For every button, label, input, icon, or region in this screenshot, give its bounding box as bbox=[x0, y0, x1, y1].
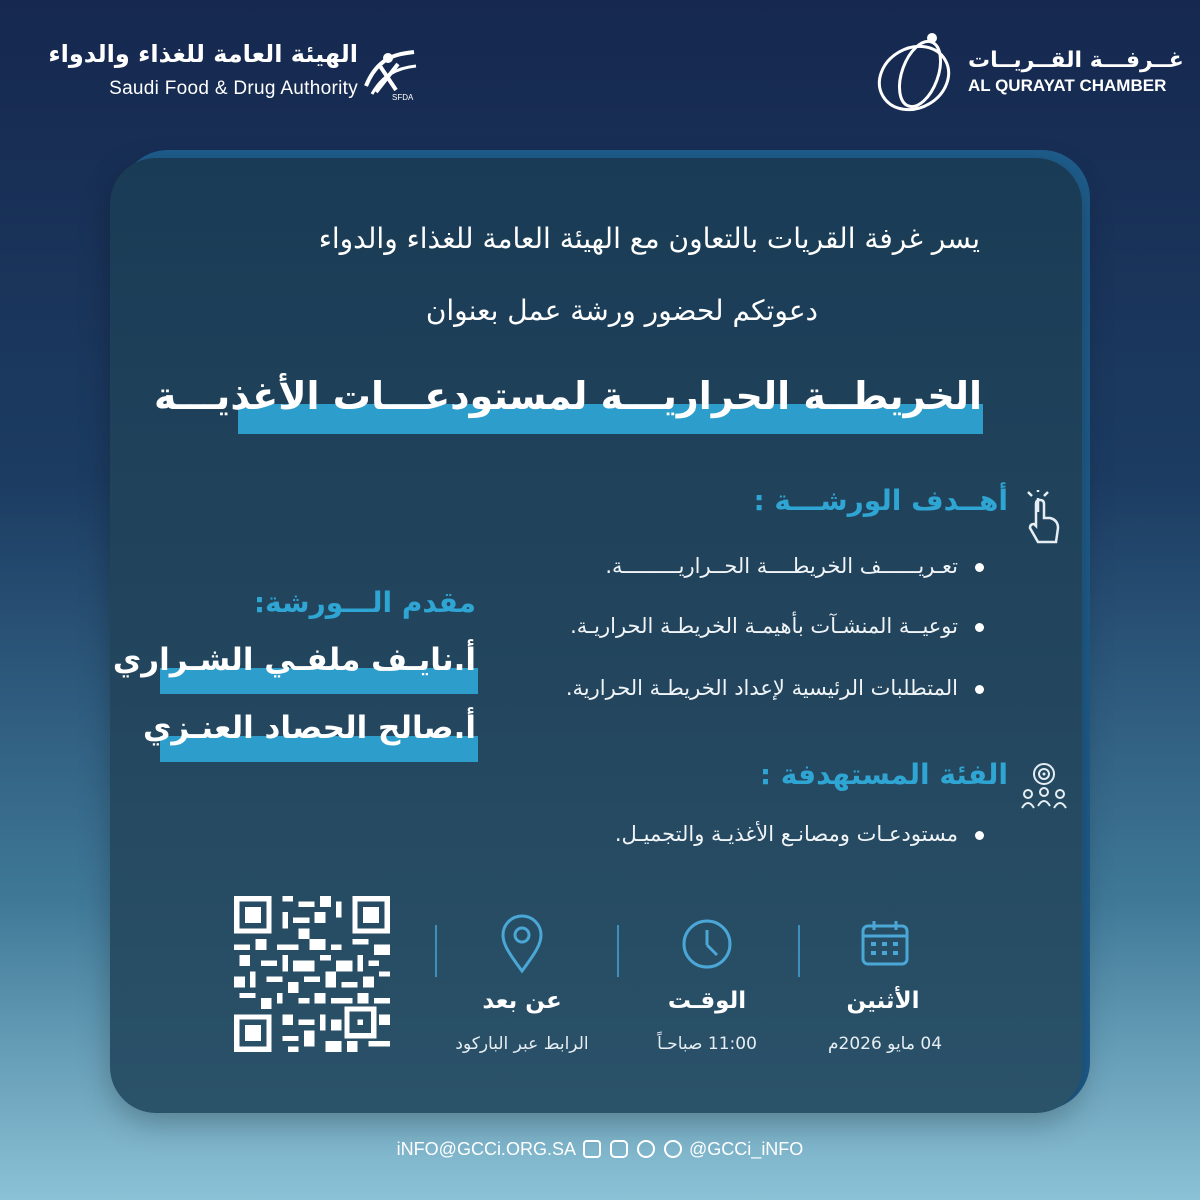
bullet-dot bbox=[975, 623, 984, 632]
intro-line-2: دعوتكم لحضور ورشة عمل بعنوان bbox=[425, 294, 818, 327]
day-title: الأثنين bbox=[846, 988, 920, 1014]
divider bbox=[798, 925, 800, 977]
bullet-dot bbox=[975, 831, 984, 840]
day-date: 04 مايو 2026م bbox=[827, 1034, 943, 1054]
chamber-name-english: AL QURAYAT CHAMBER bbox=[968, 76, 1167, 95]
x-twitter-icon[interactable] bbox=[664, 1140, 682, 1158]
chamber-logo bbox=[870, 28, 1184, 118]
snapchat-icon[interactable] bbox=[637, 1140, 655, 1158]
goals-heading: أهــدف الورشـــة : bbox=[753, 484, 1008, 517]
footer-handle[interactable]: @GCCi_iNFO bbox=[689, 1138, 804, 1159]
qr-code[interactable] bbox=[234, 896, 390, 1052]
intro-line-1: يسر غرفة القريات بالتعاون مع الهيئة العامة للغذاء والدواء bbox=[318, 222, 980, 255]
sfda-logo bbox=[40, 40, 420, 110]
sfda-name-arabic: الهيئة العامة للغذاء والدواء bbox=[48, 40, 358, 68]
divider bbox=[617, 925, 619, 977]
chamber-emblem-icon bbox=[870, 28, 962, 118]
goal-item-3: المتطلبات الرئيسية لإعداد الخريطـة الحرارية. bbox=[565, 676, 958, 700]
bullet-dot bbox=[975, 563, 984, 572]
presenter-1-name: أ.نايـف ملفـي الشـراري bbox=[112, 642, 476, 678]
tap-hand-icon bbox=[1024, 490, 1064, 550]
workshop-title: الخريطــة الحراريـــة لمستودعـــات الأغذيـــة bbox=[154, 374, 982, 418]
time-title: الوقـت bbox=[667, 988, 747, 1014]
sfda-emblem-icon bbox=[358, 46, 420, 104]
instagram-icon[interactable] bbox=[610, 1140, 628, 1158]
goal-item-1: تعـريــــــف الخريطــــة الحــراريـــــــــة. bbox=[605, 554, 958, 578]
youtube-icon[interactable] bbox=[583, 1140, 601, 1158]
target-heading: الفئة المستهدفة : bbox=[759, 758, 1008, 791]
presenter-2-name: أ.صالح الحصاد العنـزي bbox=[143, 710, 476, 746]
target-item-1: مستودعـات ومصانـع الأغذيـة والتجميـل. bbox=[614, 822, 958, 846]
place-note: الرابط عبر الباركود bbox=[455, 1034, 589, 1054]
sfda-mark-text: SFDA bbox=[392, 93, 414, 102]
time-value: 11:00 صباحـاً bbox=[657, 1034, 757, 1054]
presenter-heading: مقدم الـــورشة: bbox=[253, 586, 476, 619]
divider bbox=[435, 925, 437, 977]
bullet-dot bbox=[975, 685, 984, 694]
place-title: عن بعد bbox=[482, 988, 562, 1014]
calendar-icon bbox=[860, 918, 910, 968]
sfda-name-english: Saudi Food & Drug Authority bbox=[109, 78, 358, 99]
audience-target-icon bbox=[1020, 760, 1068, 810]
clock-icon bbox=[681, 918, 733, 970]
chamber-name-arabic: غــرفـــة القــريــات bbox=[968, 48, 1184, 73]
goal-item-2: توعيــة المنشـآت بأهيمـة الخريطـة الحراريـة. bbox=[570, 614, 958, 638]
footer-contact bbox=[0, 1138, 1200, 1160]
location-pin-icon bbox=[500, 914, 544, 974]
footer-email[interactable]: iNFO@GCCi.ORG.SA bbox=[396, 1138, 576, 1159]
